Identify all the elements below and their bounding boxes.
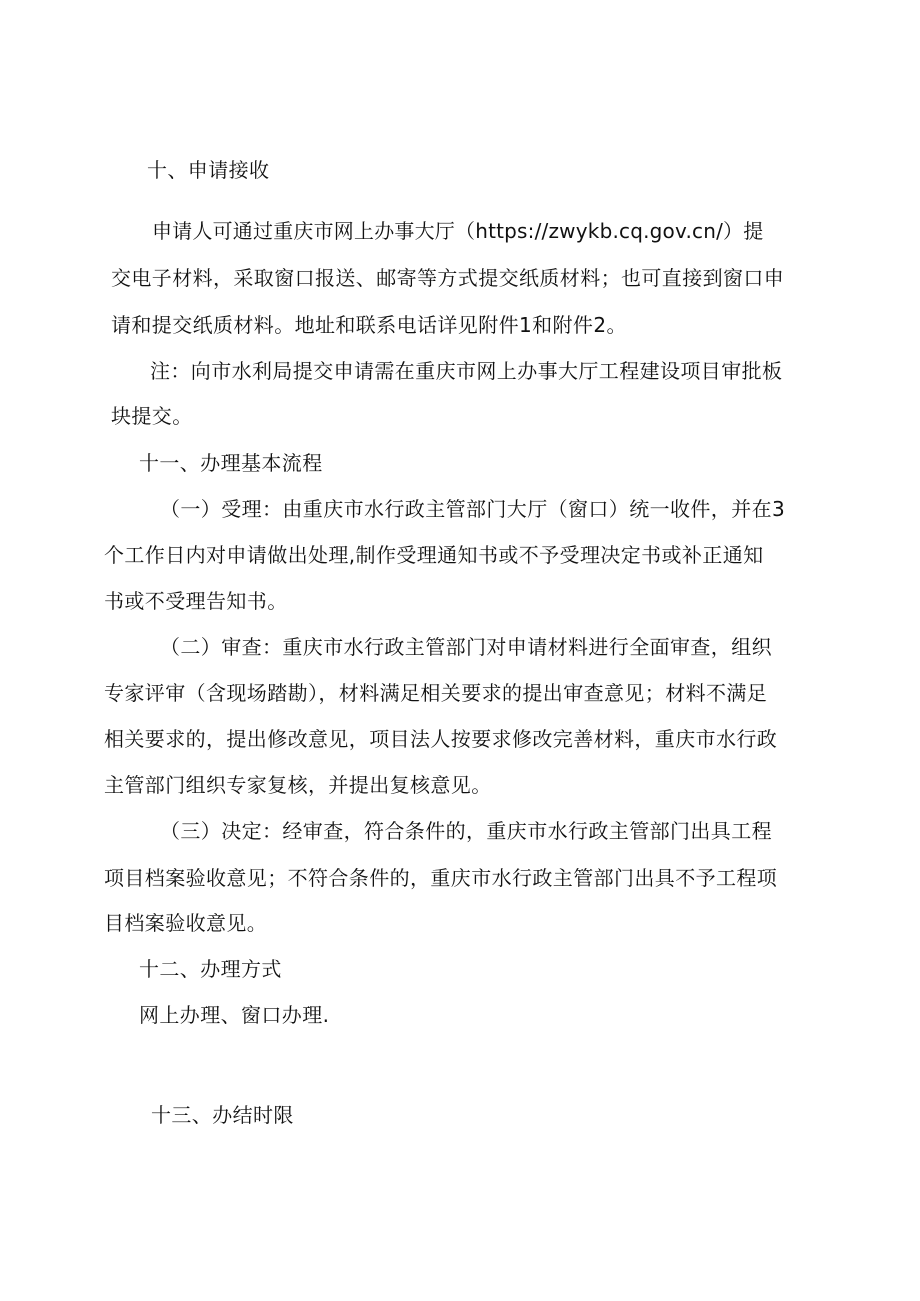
section-11-heading: 十一、办理基本流程: [139, 451, 323, 475]
section-11-item-2-line-4: 主管部门组织专家复核，并提出复核意见。: [104, 773, 492, 797]
section-11-item-2-line-2: 专家评审（含现场踏勘），材料满足相关要求的提出审查意见；材料不满足: [104, 681, 768, 705]
section-11-item-2-line-3: 相关要求的，提出修改意见，项目法人按要求修改完善材料，重庆市水行政: [104, 727, 778, 751]
section-10-note-line-2: 块提交。: [111, 404, 193, 428]
section-13-heading: 十三、办结时限: [151, 1103, 294, 1127]
section-10-heading: 十、申请接收: [147, 158, 270, 182]
section-11-item-2-line-1: （二）审查：重庆市水行政主管部门对申请材料进行全面审查，组织: [160, 635, 772, 659]
section-10-paragraph-line-2: 交电子材料，采取窗口报送、邮寄等方式提交纸质材料；也可直接到窗口申: [111, 266, 785, 290]
section-10-paragraph-line-1: 申请人可通过重庆市网上办事大厅（https://zwykb.cq.gov.cn/）提: [152, 219, 764, 243]
section-11-item-3-line-3: 目档案验收意见。: [104, 911, 268, 935]
section-10-note-line-1: 注：向市水利局提交申请需在重庆市网上办事大厅工程建设项目审批板: [150, 359, 783, 383]
section-11-item-1-line-2: 个工作日内对申请做出处理,制作受理通知书或不予受理决定书或补正通知: [104, 543, 764, 567]
section-10-paragraph-line-3: 请和提交纸质材料。地址和联系电话详见附件1和附件2。: [111, 313, 627, 337]
section-11-item-3-line-1: （三）决定：经审查，符合条件的，重庆市水行政主管部门出具工程: [160, 819, 772, 843]
section-11-item-1-line-1: （一）受理：由重庆市水行政主管部门大厅（窗口）统一收件，并在3: [160, 497, 786, 521]
section-11-item-3-line-2: 项目档案验收意见；不符合条件的，重庆市水行政主管部门出具不予工程项: [104, 866, 778, 890]
section-12-heading: 十二、办理方式: [139, 957, 282, 981]
section-11-item-1-line-3: 书或不受理告知书。: [104, 589, 288, 613]
section-12-body: 网上办理、窗口办理.: [139, 1003, 330, 1027]
